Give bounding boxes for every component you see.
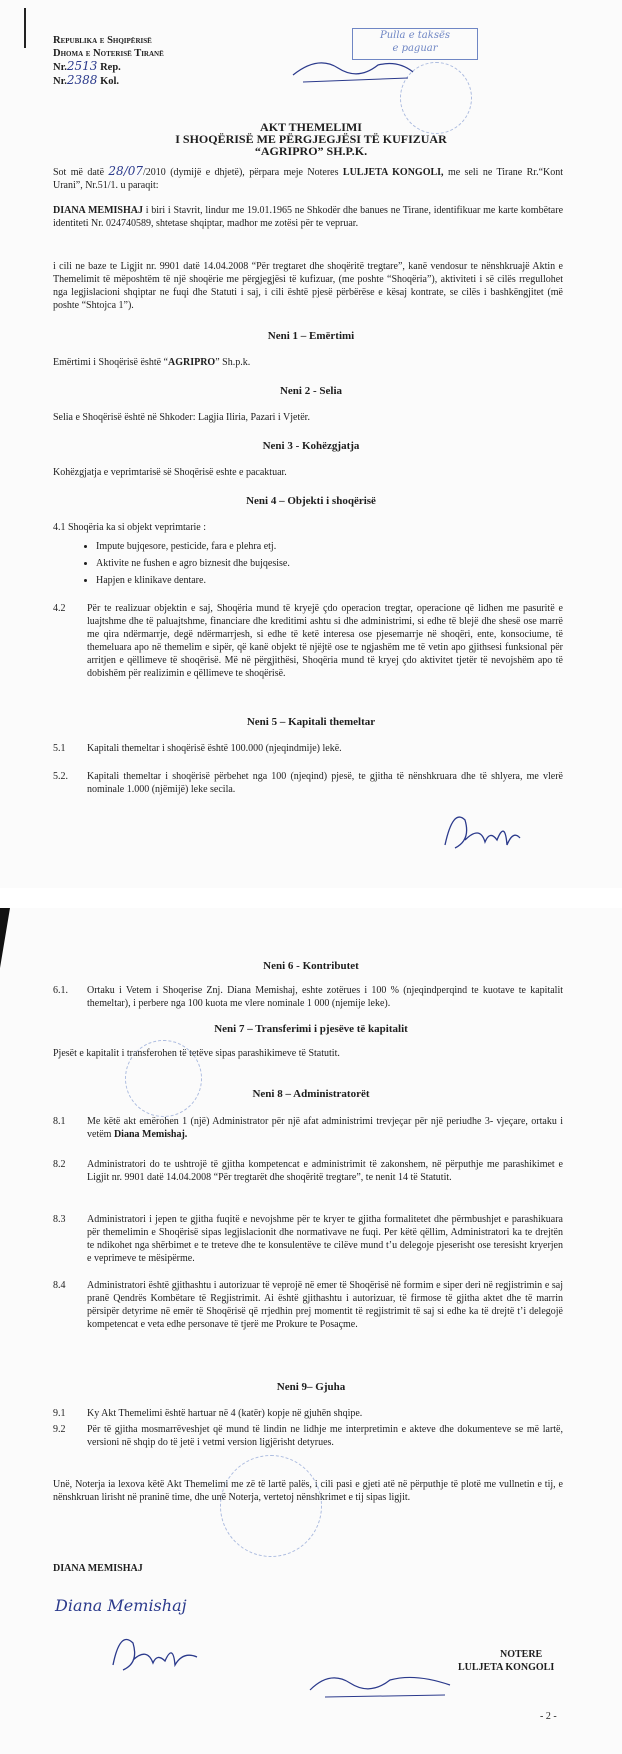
doc-title-line2: I SHOQËRISË ME PËRGJEGJËSI TË KUFIZUAR bbox=[175, 132, 447, 146]
page-number: - 2 - bbox=[540, 1711, 557, 1722]
notary-seal-middle bbox=[125, 1040, 202, 1117]
neni9-p1-number: 9.1 bbox=[53, 1408, 66, 1419]
neni4-intro: 4.1 Shoqëria ka si objekt veprimtarie : bbox=[53, 522, 207, 533]
rep-number: 2513 bbox=[66, 59, 98, 73]
closing-paragraph: Unë, Noterja ia lexova këtë Akt Themelimi me zë të lartë palës, i cili pasi e gjeti atë në përputhje të plotë me vullnetin e tij, e nënshkruan lirisht në praninë time, dhe unë Noterja, vertetoj nënshkrimet e tij sipas ligjit. bbox=[53, 1479, 563, 1503]
neni9-p2-number: 9.2 bbox=[53, 1424, 66, 1435]
kol-number: 2388 bbox=[66, 73, 98, 87]
neni5-p2-number: 5.2. bbox=[53, 771, 68, 782]
neni6-number: 6.1. bbox=[53, 985, 68, 996]
neni5-p2-text: Kapitali themeltar i shoqërisë përbehet nga 100 (njeqind) pjesë, te gjitha të nënshkruara dhe të shlyera, me vlerë nominale 1.000 (njëmijë) leke secila. bbox=[87, 771, 563, 795]
list-item: • Impute bujqesore, pesticide, fara e plehra etj. bbox=[96, 538, 566, 555]
doc-title-line3: “AGRIPRO” SH.P.K. bbox=[254, 144, 368, 158]
intro-paragraph-2: DIANA MEMISHAJ i biri i Stavrit, lindur me 19.01.1965 ne Shkodër dhe banues ne Tirane, identifikuar me karte kombëtare identiteti Nr. 024740589, shtetase shqiptar, madhor me zotësi për te vepruar. bbox=[53, 205, 564, 229]
neni9-title: Neni 9– Gjuha bbox=[276, 1381, 346, 1393]
neni8-p3-number: 8.3 bbox=[53, 1214, 66, 1225]
neni2-text: Selia e Shoqërisë është në Shkoder: Lagjia Iliria, Pazari i Vjetër. bbox=[53, 412, 310, 423]
margin-mark bbox=[24, 8, 26, 48]
neni8-p2-text: Administratori do te ushtrojë të gjitha kompetencat e administrimit të zakonshem, në përputhje me parashikimet e Ligjit nr. 9901 datë 14.04.2008 “Për tregtarët dhe shoqëritë tregtare”, te nenit 14 të Statutit. bbox=[87, 1159, 563, 1183]
letterhead bbox=[53, 34, 164, 88]
neni8-p1-number: 8.1 bbox=[53, 1116, 66, 1127]
letterhead-line1: Republika e Shqipërisë bbox=[53, 35, 152, 46]
neni7-text: Pjesët e kapitalit i transferohen të tetëve sipas parashikimeve të Statutit. bbox=[53, 1048, 340, 1059]
tax-stamp: Pulla e taksës e paguar bbox=[352, 28, 478, 60]
signatory-handwritten-name: Diana Memishaj bbox=[55, 1596, 187, 1615]
neni8-p4-text: Administratori është gjithashtu i autorizuar të veprojë në emer të Shoqërisë në formim e siper deri në regjistrimin e saj pranë Qendrës Kombëtare të Regjistrimit. Ai është gjithashtu i autorizuar, të firmose të gjitha aktet dhe të marrin përsipër detyrime në emër të Shoqërisë që rrjedhin prej momentit të regjistrimit të saj si edhe ka të drejtë t’i delegojë kompetencat e veta edhe personave të tjerë me Prokure te Posaçme. bbox=[87, 1280, 563, 1330]
notary-seal-bottom bbox=[220, 1455, 322, 1557]
notary-initial-signature bbox=[288, 50, 418, 90]
neni5-title: Neni 5 – Kapitali themeltar bbox=[246, 716, 376, 728]
neni4-title: Neni 4 – Objekti i shoqërisë bbox=[246, 495, 376, 507]
neni5-p1-text: Kapitali themeltar i shoqërisë është 100.000 (njeqindmije) lekë. bbox=[87, 743, 342, 754]
neni4-p42-text: Për te realizuar objektin e saj, Shoqëria mund të kryejë çdo operacion tregtar, operacione që lidhen me pasuritë e luajtshme dhe të paluajtshme, financiare dhe kreditimi ashtu si dhe administrimi, si edhe të blejë dhe shesë ose marrë me qira ndërmarrje, degë ndërmarrjesh, si edhe të ketë interesa ose pjesemarrje në shoqëri, ente, konsociume, të themeluara apo në themelim e sipër, që kanë objekt të njëjtë ose te ngjashëm me të vetin apo gjithsesi funksional për arritjen e qëllimeve të shoqërisë. Më në përgjithësi, Shoqëria mund të kryej çdo aktivitet tjetër të nevojshëm apo të dobishëm për realizimin e qëllimeve te shoqërisë. bbox=[87, 603, 563, 679]
neni5-p1-number: 5.1 bbox=[53, 743, 66, 754]
signatory-name: DIANA MEMISHAJ bbox=[53, 1563, 143, 1574]
neni2-title: Neni 2 - Selia bbox=[279, 385, 343, 397]
neni8-p4-number: 8.4 bbox=[53, 1280, 66, 1291]
intro-paragraph-1: Sot më datë 28/07/2010 (dymijë e dhjetë), përpara meje Noteres LULJETA KONGOLI, me seli ne Tirane Rr.“Kont Urani”, Nr.51/1. u paraqit: bbox=[53, 164, 564, 191]
neni1-text: Emërtimi i Shoqërisë është “AGRIPRO” Sh.p.k. bbox=[53, 357, 251, 368]
list-item: • Hapjen e klinikave dentare. bbox=[96, 572, 566, 589]
neni4-p42-number: 4.2 bbox=[53, 603, 66, 614]
page1-signature bbox=[435, 800, 525, 860]
neni8-p2-number: 8.2 bbox=[53, 1159, 66, 1170]
signatory-signature bbox=[105, 1625, 205, 1680]
neni3-title: Neni 3 - Kohëzgjatja bbox=[262, 440, 360, 452]
neni7-title: Neni 7 – Transferimi i pjesëve të kapitalit bbox=[214, 1023, 408, 1035]
neni9-p2-text: Për të gjitha mosmarrëveshjet që mund të lindin ne lidhje me interpretimin e akteve dhe dokumenteve se më lartë, versioni në shqip do të jetë i vetmi version ligjërisht detyrues. bbox=[87, 1424, 563, 1448]
neni4-bullets bbox=[80, 538, 566, 589]
neni6-text: Ortaku i Vetem i Shoqerise Znj. Diana Memishaj, eshte zotërues i 100 % (njeqindperqind te kuotave te kapitalit themeltar), i perbere nga 100 kuota me vlere nominale 1 000 (njemije leke). bbox=[87, 985, 563, 1009]
page-separator bbox=[0, 888, 622, 908]
kol-number-line: Nr.2388 Kol. bbox=[53, 73, 120, 87]
neni8-p3-text: Administratori i jepen te gjitha fuqitë e nevojshme për te kryer te gjitha formalitetet dhe përmbushjet e parashikuara për themelimin e Shoqërisë sipas legjislacionit dhe normativave ne fuqi. Per këtë qëllim, Administratori ka te drejtën te ndikohet nga shërbimet e te treteve dhe te konsulentëve te cilëve mund t’u delegoje pjeserisht ose teresisht kryerjen e veprimeve te mësipërme. bbox=[87, 1214, 563, 1264]
neni1-title: Neni 1 – Emërtimi bbox=[267, 330, 355, 342]
neni8-p1-text: Me këtë akt emërohen 1 (një) Administrator për një afat administrimi trevjeçar për një periudhe 3- vjeçare, ortaku i vetëm Diana Memishaj. bbox=[87, 1116, 563, 1140]
notary-name: LULJETA KONGOLI bbox=[458, 1662, 555, 1673]
neni8-title: Neni 8 – Administratorët bbox=[252, 1088, 370, 1100]
rep-number-line: Nr.2513 Rep. bbox=[53, 59, 121, 73]
intro-paragraph-3: i cili ne baze te Ligjit nr. 9901 datë 14.04.2008 “Për tregtaret dhe shoqëritë tregtare”, kanë vendosur te nënshkruajë Aktin e Themelimit të mëposhtëm të një shoqërie me përgjegjësi të kufizuar, (me poshte “Shoqëria”), aktiviteti i së cilës rregullohet nga legjislacioni shqiptar ne fuqi dhe Statuti i saj, i cili është pjesë përbërëse e kësaj kontrate, se cilës i bashkëngjitet (më poshte “Shtojca 1”). bbox=[53, 261, 563, 311]
notary-label: NOTERE bbox=[500, 1649, 543, 1660]
letterhead-line2: Dhoma e Noterisë Tiranë bbox=[53, 48, 164, 59]
handwritten-date: 28/07 bbox=[108, 164, 144, 178]
neni9-p1-text: Ky Akt Themelimi është hartuar në 4 (katër) kopje në gjuhën shqipe. bbox=[87, 1408, 363, 1419]
neni3-text: Kohëzgjatja e veprimtarisë së Shoqërisë eshte e pacaktuar. bbox=[53, 467, 287, 478]
scan-corner-shadow bbox=[0, 908, 10, 968]
list-item: • Aktivite ne fushen e agro biznesit dhe bujqesise. bbox=[96, 555, 566, 572]
neni6-title: Neni 6 - Kontributet bbox=[263, 960, 359, 972]
notary-signature bbox=[305, 1665, 455, 1705]
doc-title-line1: AKT THEMELIMI bbox=[260, 120, 362, 134]
